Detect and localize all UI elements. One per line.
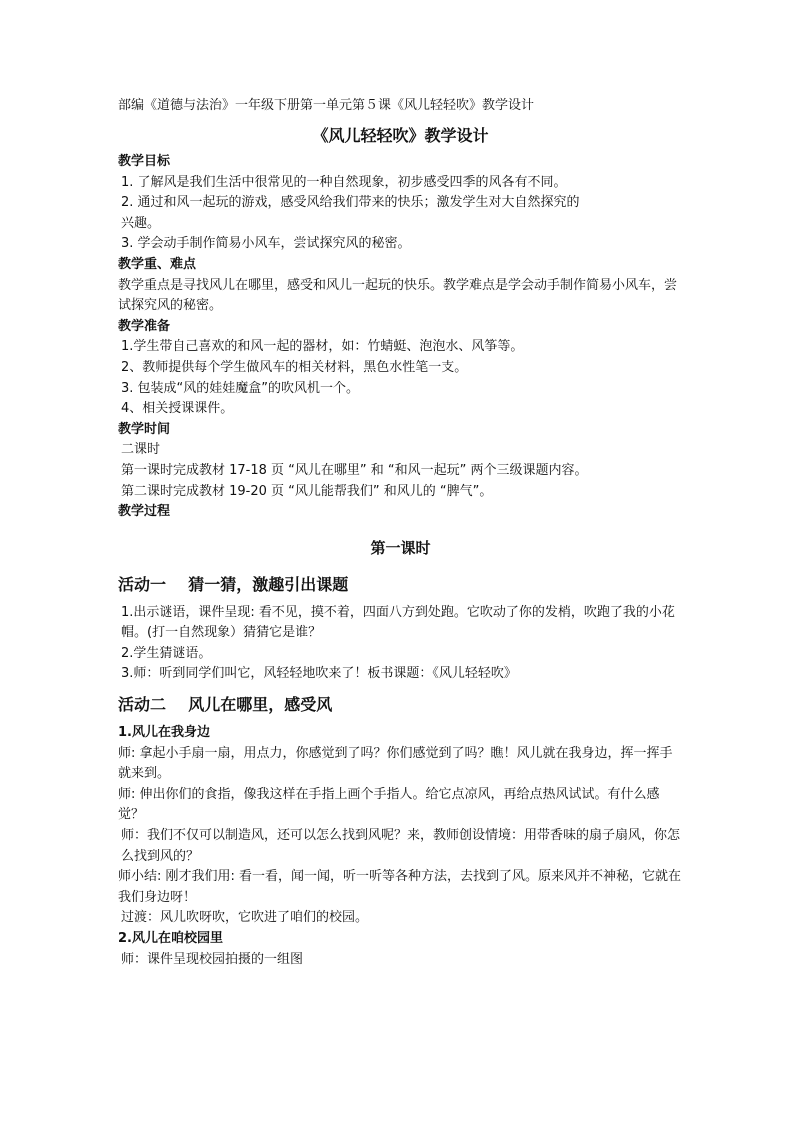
lesson-title: 第一课时 (370, 538, 431, 557)
preparation-item: 3. 包装成“风的娃娃魔盒”的吹风机一个。 (121, 380, 360, 396)
document-subtitle: 部编《道德与法治》一年级下册第一单元第５课《风儿轻轻吹》教学设计 (118, 98, 535, 113)
process-heading: 教学过程 (118, 504, 171, 520)
document-title: 《风儿轻轻吹》教学设计 (312, 126, 489, 145)
activity-one-item: 3.师：听到同学们叫它，风轻轻地吹来了！板书课题：《风儿轻轻吹》 (121, 666, 517, 682)
activity-two-title: 活动二 风儿在哪里，感受风 (118, 695, 333, 715)
time-heading: 教学时间 (118, 421, 171, 437)
objectives-heading: 教学目标 (118, 154, 171, 169)
part-one-item: 师：我们不仅可以制造风，还可以怎么找到风呢？来，教师创设情境：用带香味的扇子扇风，你怎么找到风的？ (121, 828, 681, 864)
preparation-item: 4、相关授课课件。 (121, 401, 234, 417)
activity-one-title: 活动一 猜一猜，激趣引出课题 (118, 574, 349, 594)
activity-one-item: 1.出示谜语，课件呈现: 看不见，摸不着，四面八方到处跑。它吹动了你的发梢，吹跑了我的小花帽。(打一自然现象）猜猜它是谁？ (121, 604, 675, 641)
preparation-heading: 教学准备 (118, 318, 171, 334)
part-one-item: 师: 拿起小手扇一扇，用点力，你感觉到了吗？你们感觉到了吗？瞧！风儿就在我身边，挥一挥手就来到。 (118, 745, 673, 782)
objective-item: 2. 通过和风一起玩的游戏，感受风给我们带来的快乐；激发学生对大自然探究的兴趣。 (121, 195, 580, 231)
objective-item: 3. 学会动手制作简易小风车，尝试探究风的秘密。 (121, 236, 411, 252)
objective-item: 1. 了解风是我们生活中很常见的一种自然现象，初步感受四季的风各有不同。 (121, 174, 567, 190)
preparation-item: 1.学生带自己喜欢的和风一起的器材，如：竹蜻蜓、泡泡水、风筝等。 (121, 339, 524, 355)
document-page (118, 96, 683, 970)
part-two-item: 师：课件呈现校园拍摄的一组图 (121, 951, 304, 967)
part-one-item: 过渡：风儿吹呀吹，它吹进了咱们的校园。 (121, 910, 369, 926)
time-item: 二课时 (121, 442, 161, 458)
keypoints-heading: 教学重、难点 (118, 256, 197, 272)
preparation-item: 2、教师提供每个学生做风车的相关材料，黑色水性笔一支。 (121, 359, 468, 375)
part-one-item: 师: 伸出你们的食指，像我这样在手指上画个手指人。给它点凉风，再给点热风试试。有什么感觉？ (118, 786, 660, 823)
activity-one-item: 2.学生猜谜语。 (121, 645, 212, 661)
part-one-item: 师小结: 刚才我们用: 看一看，闻一闻，听一听等各种方法，去找到了风。原来风并不神秘，它就在我们身边呀！ (118, 869, 682, 905)
part-one-heading: 1.风儿在我身边 (118, 725, 210, 741)
time-item: 第一课时完成教材 17-18 页 “风儿在哪里” 和 “和风一起玩” 两个三级课题内容。 (121, 462, 588, 478)
keypoints-text: 教学重点是寻找风儿在哪里，感受和风儿一起玩的快乐。教学难点是学会动手制作简易小风车，尝试探究风的秘密。 (118, 277, 678, 314)
part-two-heading: 2.风儿在咱校园里 (118, 931, 223, 946)
time-item: 第二课时完成教材 19-20 页 “风儿能帮我们” 和风儿的 “脾气”。 (121, 483, 493, 499)
